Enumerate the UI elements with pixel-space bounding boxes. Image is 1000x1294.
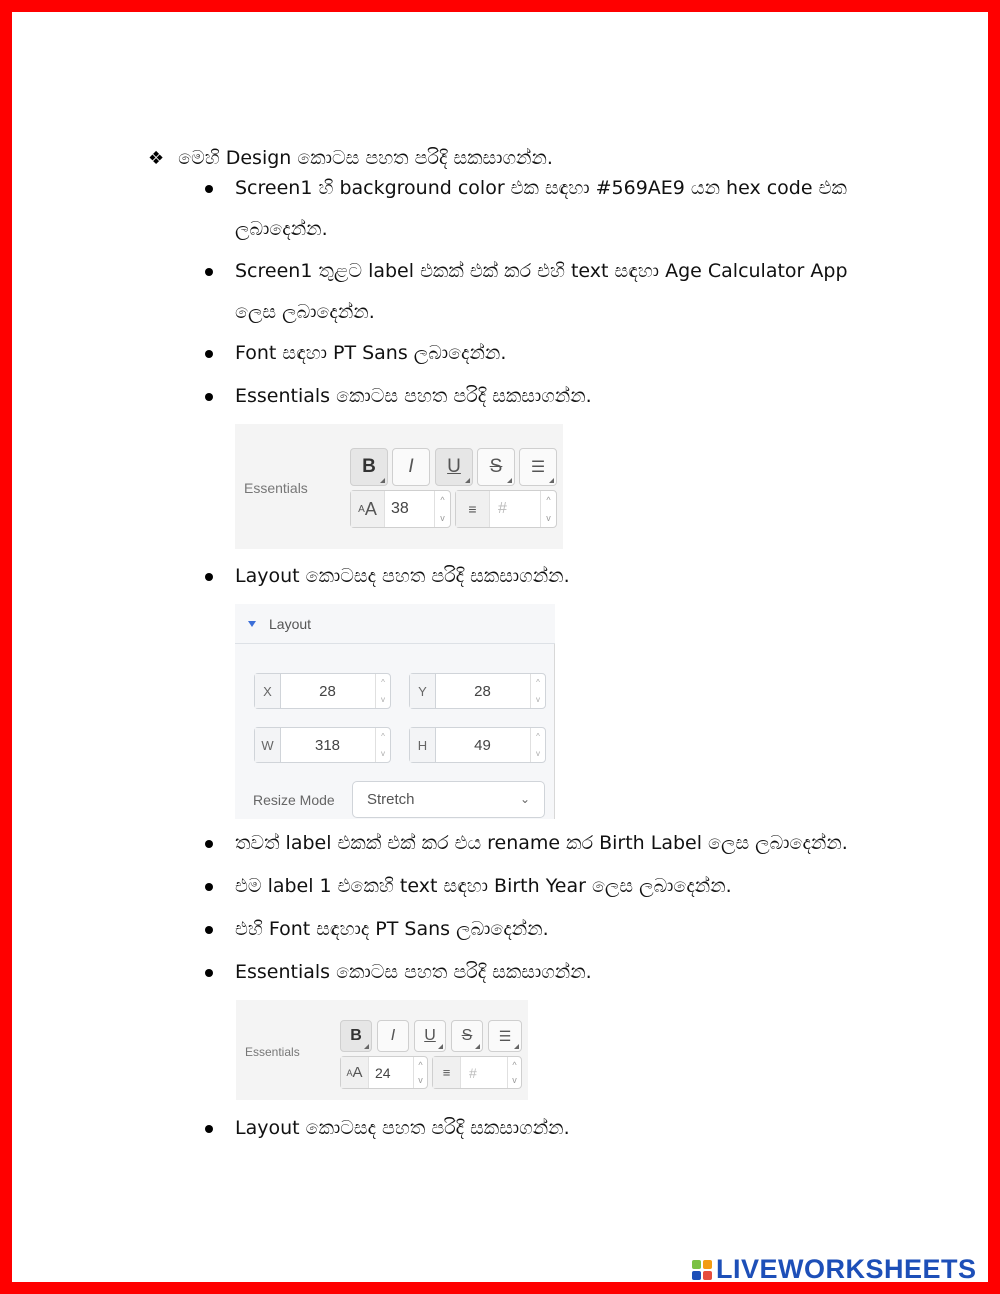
list-item-text: තවත් label එකක් එක් කර එය rename කර Birth Label ලෙස ලබාදෙන්න. [235,832,848,854]
bullet-dot-icon [205,1125,213,1133]
strikethrough-button[interactable]: S [451,1020,483,1052]
italic-button[interactable]: I [392,448,430,486]
text-align-button[interactable] [519,448,557,486]
list-item-text: Essentials කොටස පහත පරිදි සකසාගන්න. [235,961,592,983]
bullet-dot-icon [205,883,213,891]
layout-header[interactable] [235,604,555,644]
bullet-dot-icon [205,969,213,977]
bullet-dot-icon [205,268,213,276]
align-icon: ☰ [498,1027,512,1044]
essentials-label: Essentials [244,480,308,496]
resize-mode-label: Resize Mode [253,792,335,808]
list-item-text: එහි Font සඳහාද PT Sans ලබාදෙන්න. [235,918,549,940]
bullet-dot-icon [205,185,213,193]
layout-title: Layout [269,615,312,632]
list-item-text: Essentials කොටස පහත පරිදි සකසාගන්න. [235,385,592,407]
underline-button[interactable]: U [435,448,473,486]
list-item [208,251,928,333]
line-height-icon: ≡ [433,1057,461,1088]
y-field[interactable]: Y 28 ^ v [409,673,546,709]
chevron-down-icon: ⌄ [519,792,530,806]
align-icon: ☰ [530,459,546,476]
list-item [208,952,928,993]
font-size-icon: A A [341,1057,369,1088]
list-item [208,376,928,417]
line-height-icon: ≡ [456,491,490,527]
bullet-dot-icon [205,393,213,401]
liveworksheets-logo [692,1254,977,1282]
h-field[interactable]: H 49 ^ v [409,727,546,763]
font-size-value: 38 [391,500,409,517]
font-size-value: 24 [375,1065,391,1081]
list-item [208,909,928,950]
bullet-dot-icon [205,926,213,934]
bullet-dot-icon [205,350,213,358]
list-item-text: Font සඳහා PT Sans ලබාදෙන්න. [235,342,507,364]
list-item [208,823,928,864]
essentials-panel [236,1000,528,1100]
font-size-stepper[interactable]: A A 24 ^ v [340,1056,428,1089]
font-size-icon: A A [351,491,385,527]
w-field[interactable]: W 318 ^ v [254,727,391,763]
text-align-button[interactable] [488,1020,522,1052]
list-item [208,866,928,907]
collapse-arrow-icon [248,621,256,627]
list-item-text: Screen1 තුළට label එකක් එක් කර එහි text සඳහා Age Calculator App ලෙස ලබාදෙන්න. [235,260,848,323]
list-item-text: Layout කොටසද පහත පරිදි සකසාගන්න. [235,565,570,587]
line-height-stepper[interactable]: ≡ # ^ v [455,490,557,528]
bold-button[interactable]: B [340,1020,372,1052]
list-item-text: Screen1 හි background color එක සඳහා #569AE9 යන hex code එක ලබාදෙන්න. [235,177,847,240]
diamond-bullet-icon: ❖ [148,147,165,169]
list-item [208,168,928,250]
section-heading [148,147,553,169]
list-item [208,333,928,374]
logo-blocks-icon [692,1260,712,1280]
worksheet-page [12,12,988,1282]
resize-mode-select[interactable]: Stretch ⌄ [352,781,545,818]
line-height-stepper[interactable]: ≡ # ^ v [432,1056,522,1089]
x-field[interactable]: X 28 ^ v [254,673,391,709]
list-item-text: Layout කොටසද පහත පරිදි සකසාගන්න. [235,1117,570,1139]
bold-button[interactable]: B [350,448,388,486]
list-item [208,556,928,597]
line-height-placeholder: # [469,1065,477,1081]
font-size-stepper[interactable]: A A 38 ^ v [350,490,451,528]
bullet-dot-icon [205,573,213,581]
heading-text: මෙහි Design කොටස පහත පරිදි සකසාගන්න. [178,147,553,169]
italic-button[interactable]: I [377,1020,409,1052]
list-item-text: එම label 1 එකෙහි text සඳහා Birth Year ලෙස ලබාදෙන්න. [235,875,732,897]
logo-text: LIVEWORKSHEETS [716,1254,977,1282]
strikethrough-button[interactable]: S [477,448,515,486]
essentials-label: Essentials [245,1045,300,1059]
line-height-placeholder: # [498,500,507,517]
essentials-panel [235,424,563,549]
layout-panel [235,604,555,819]
underline-button[interactable]: U [414,1020,446,1052]
bullet-dot-icon [205,840,213,848]
list-item [208,1108,928,1149]
